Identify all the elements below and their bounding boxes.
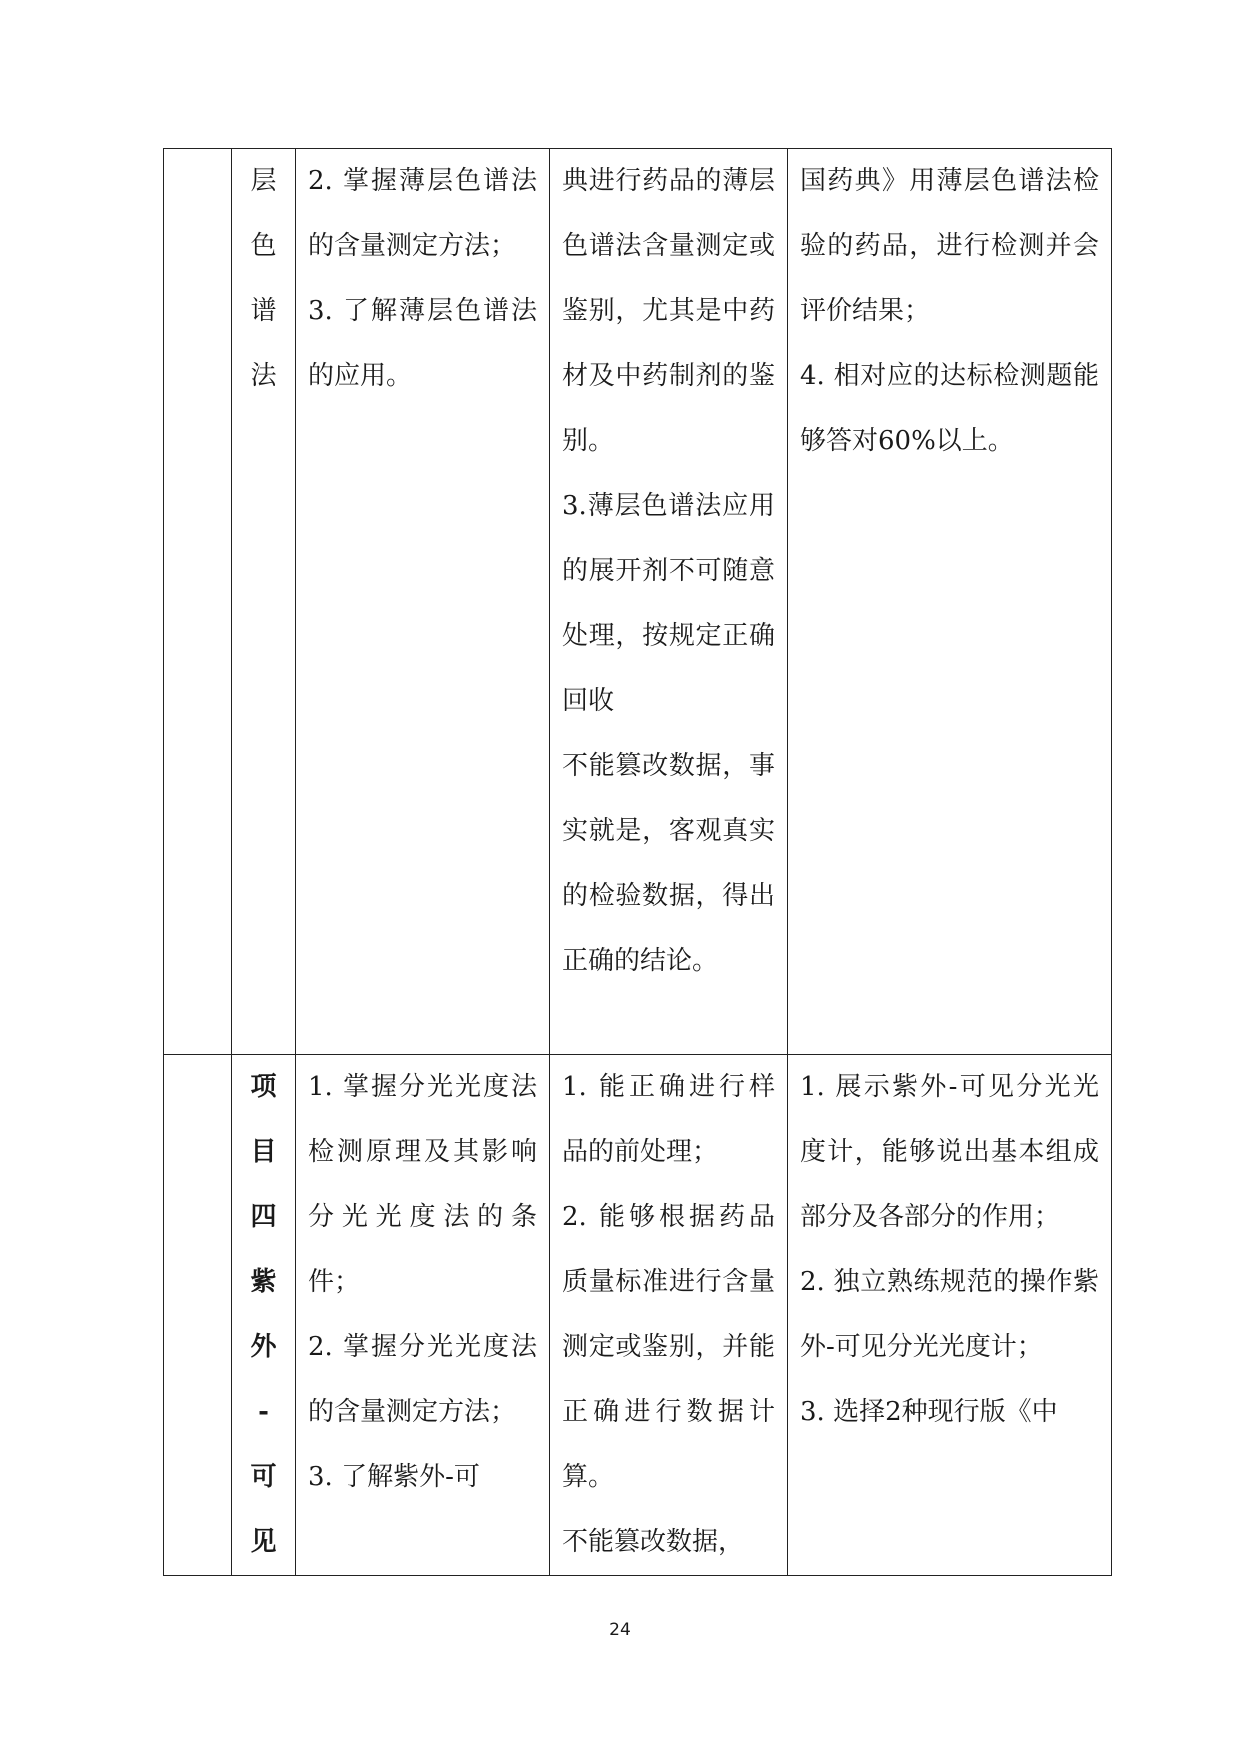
skill-goals (550, 149, 787, 994)
knowledge-paragraph: 3. 了解紫外-可 (308, 1462, 480, 1492)
assessment-paragraph: 4. 相对应的达标检测题能够答对60%以上。 (800, 361, 1099, 456)
blank-cell (164, 149, 232, 1055)
title-char: 层 (250, 166, 277, 196)
skills-cell (550, 149, 788, 1055)
knowledge-goals (296, 1055, 549, 1510)
project-title-cell (232, 149, 296, 1055)
skills-paragraph: 3.薄层色谱法应用的展开剂不可随意处理，按规定正确回收 (562, 491, 775, 716)
skills-paragraph: 典进行药品的薄层色谱法含量测定或鉴别，尤其是中药材及中药制剂的鉴别。 (562, 166, 775, 456)
title-char: 谱 (250, 296, 277, 326)
assessment-cell (788, 149, 1112, 1055)
assessment-paragraph: 3. 选择2种现行版《中 (800, 1397, 1058, 1427)
project-title-cell (232, 1055, 296, 1576)
title-char: 目 (250, 1137, 277, 1167)
table-row (164, 149, 1112, 1055)
knowledge-paragraph: 2. 掌握薄层色谱法的含量测定方法； (308, 166, 537, 261)
skills-paragraph: 不能篡改数据，事实就是，客观真实的检验数据，得出正确的结论。 (562, 751, 775, 976)
skills-paragraph: 不能篡改数据， (562, 1527, 745, 1557)
blank-cell (164, 1055, 232, 1576)
title-char: 见 (250, 1527, 277, 1557)
knowledge-cell (296, 149, 550, 1055)
knowledge-cell (296, 1055, 550, 1576)
skills-cell (550, 1055, 788, 1576)
title-char: 可 (250, 1462, 277, 1492)
title-char: 色 (250, 231, 277, 261)
skills-paragraph: 1. 能正确进行样品的前处理； (562, 1072, 775, 1167)
assessment-paragraph: 国药典》用薄层色谱法检验的药品，进行检测并会评价结果； (800, 166, 1099, 326)
skill-goals (550, 1055, 787, 1575)
assessment-cell (788, 1055, 1112, 1576)
knowledge-paragraph: 3. 了解薄层色谱法的应用。 (308, 296, 537, 391)
assessment-criteria (788, 1055, 1111, 1445)
knowledge-goals (296, 149, 549, 409)
assessment-paragraph: 1. 展示紫外-可见分光光度计，能够说出基本组成部分及各部分的作用； (800, 1072, 1099, 1232)
table-row (164, 1055, 1112, 1576)
title-char: 紫 (250, 1267, 277, 1297)
title-char: - (258, 1397, 269, 1427)
project-title (232, 1055, 295, 1575)
knowledge-paragraph: 1. 掌握分光光度法检测原理及其影响分光光度法的条件； (308, 1072, 537, 1297)
skills-paragraph: 2. 能够根据药品质量标准进行含量测定或鉴别，并能正确进行数据计算。 (562, 1202, 775, 1492)
title-char: 项 (250, 1072, 277, 1102)
page-number: 24 (609, 1620, 631, 1640)
knowledge-paragraph: 2. 掌握分光光度法的含量测定方法； (308, 1332, 537, 1427)
assessment-paragraph: 2. 独立熟练规范的操作紫外-可见分光光度计； (800, 1267, 1099, 1362)
title-char: 法 (250, 361, 277, 391)
course-table (163, 148, 1112, 1576)
assessment-criteria (788, 149, 1111, 474)
project-title (232, 149, 295, 409)
title-char: 四 (250, 1202, 277, 1232)
title-char: 外 (250, 1332, 277, 1362)
